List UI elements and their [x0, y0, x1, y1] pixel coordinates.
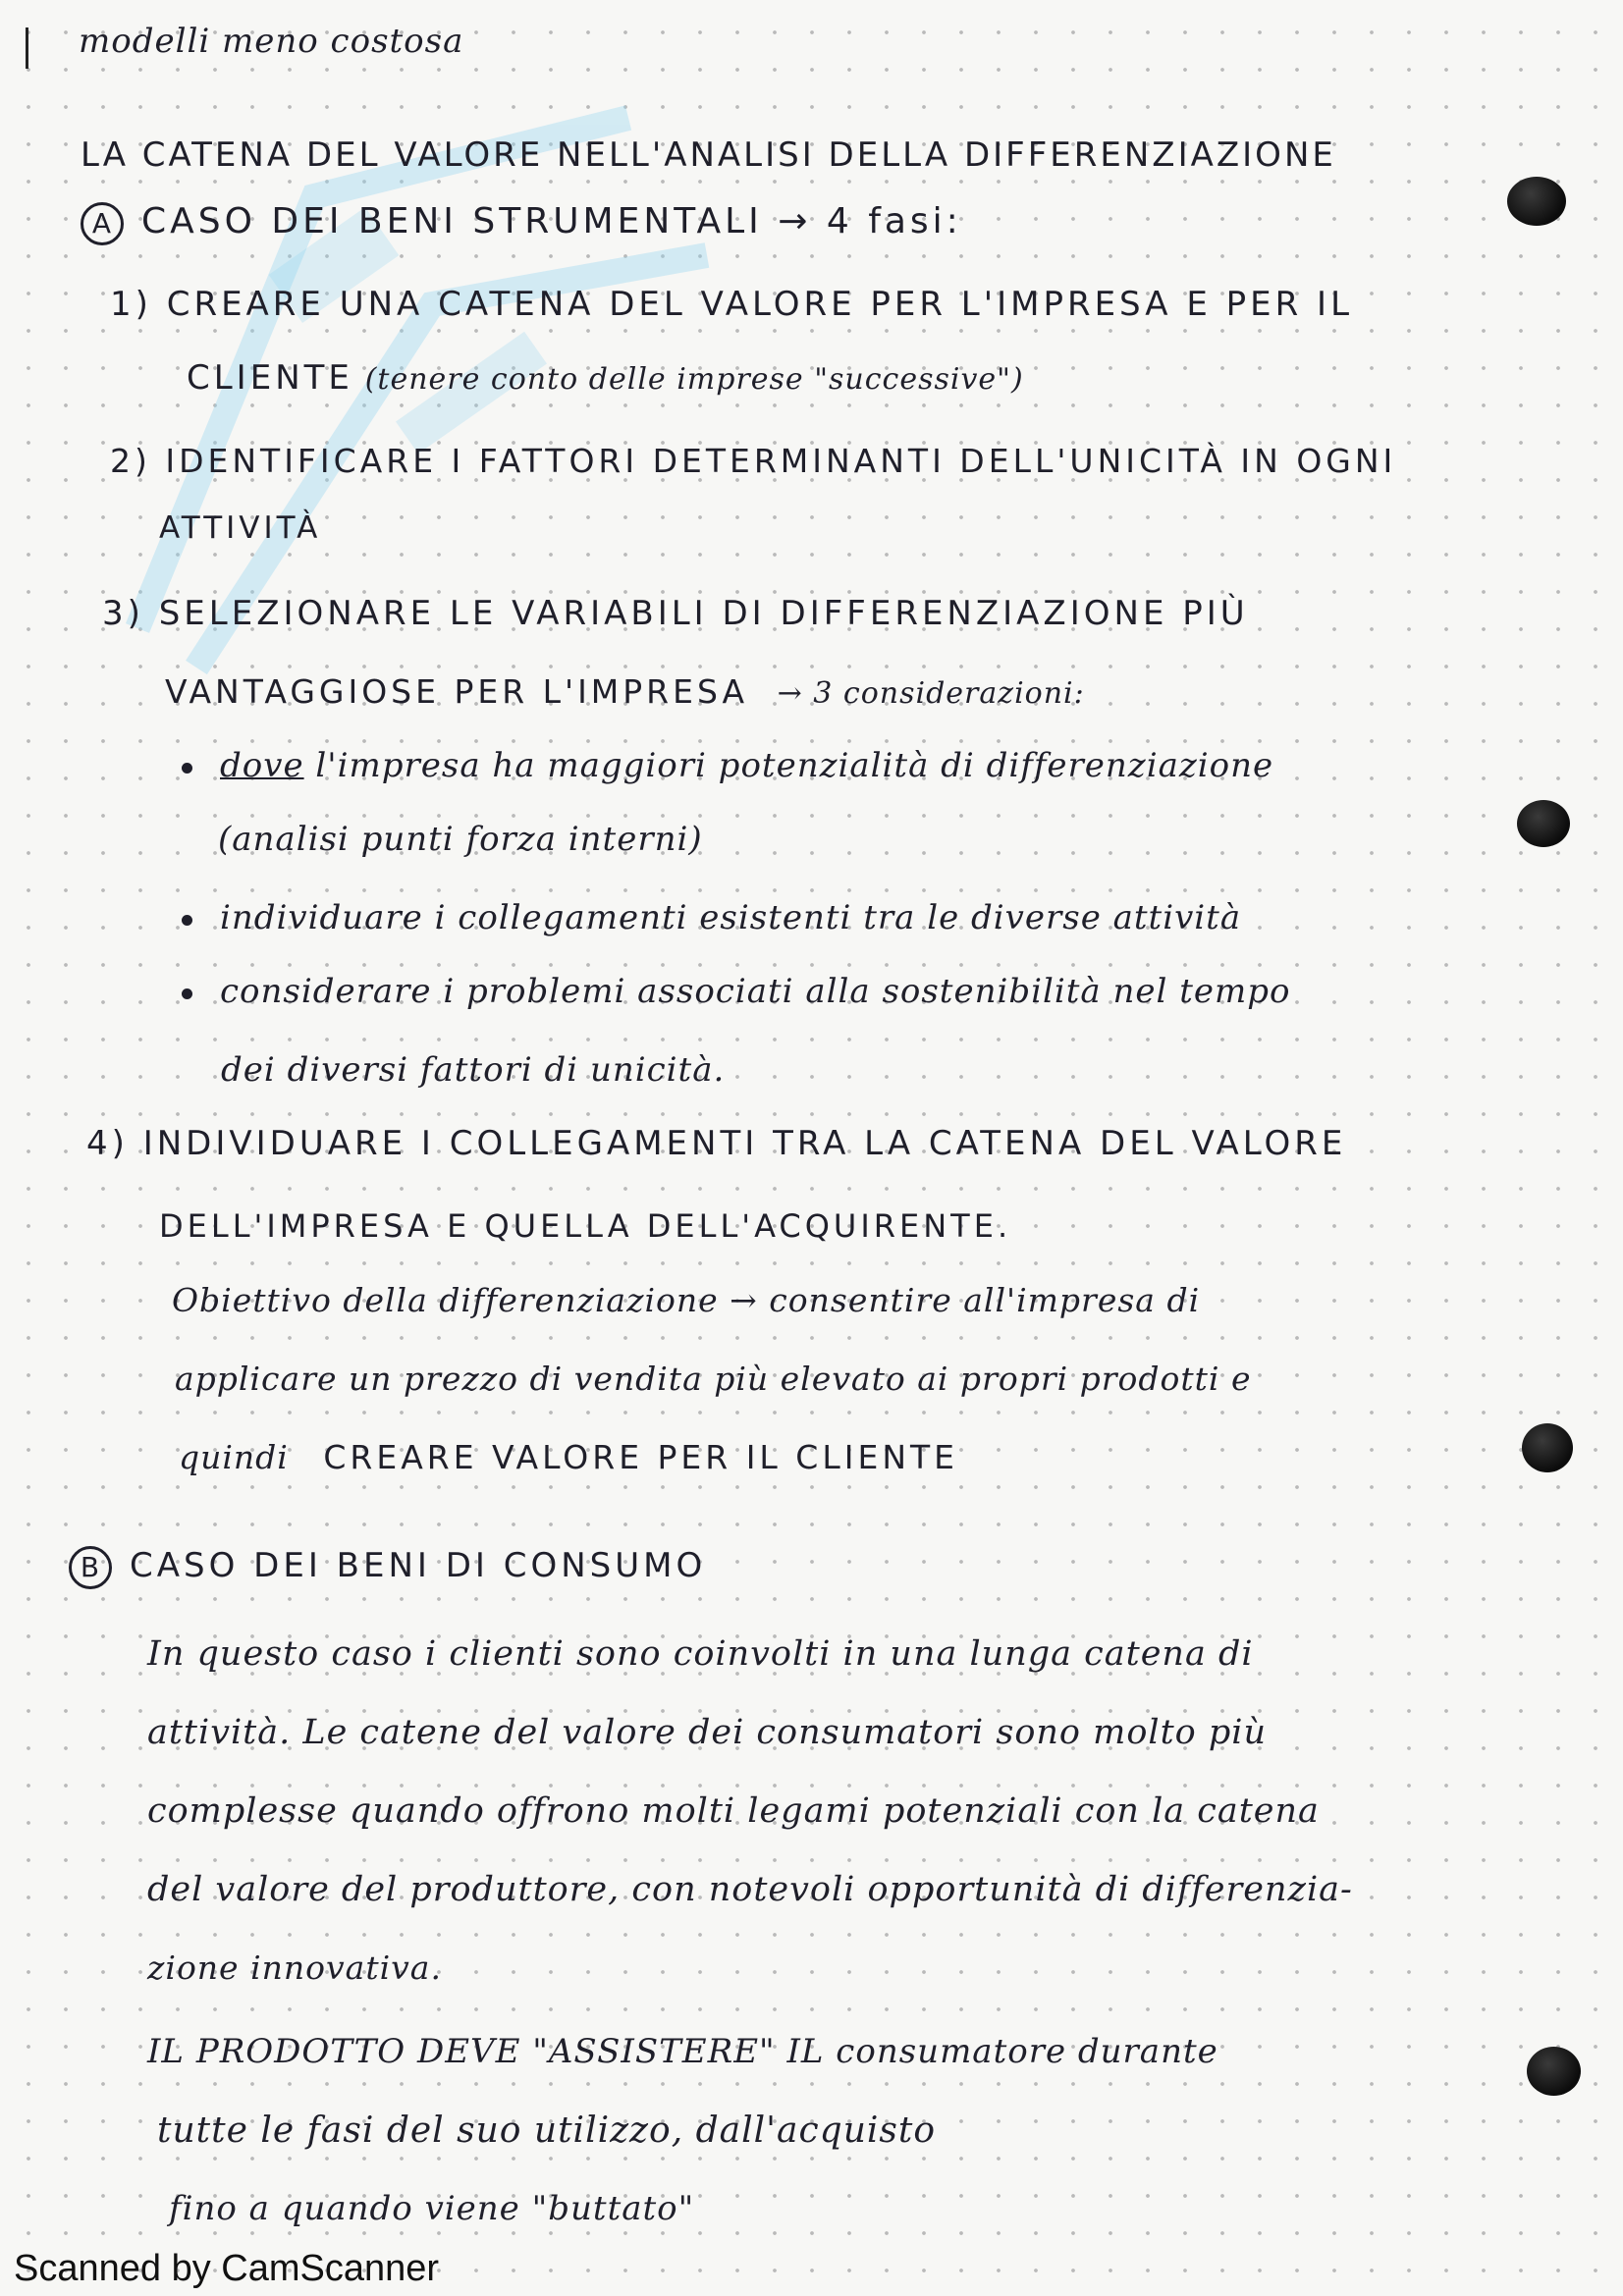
step-1-note: (tenere conto delle imprese "successive") [364, 362, 1024, 397]
bullet-item-1 [182, 746, 1273, 785]
bullet-item-2 [182, 898, 1241, 937]
paragraph-line-3: complesse quando offrono molti legami potenziali con la catena [147, 1791, 1320, 1831]
step-1: 1) CREARE UNA CATENA DEL VALORE PER L'IMPRESA E PER IL [110, 285, 1354, 324]
bullet-item-2-text: individuare i collegamenti esistenti tra le diverse attività [220, 898, 1242, 937]
punch-hole-icon [1522, 1423, 1573, 1472]
paragraph-line-7: tutte le fasi del suo utilizzo, dall'acquisto [157, 2110, 937, 2151]
bullet-item-3-continued: dei diversi fattori di unicità. [221, 1050, 726, 1090]
step-4: 4) INDIVIDUARE I COLLEGAMENTI TRA LA CATENA DEL VALORE [86, 1124, 1347, 1163]
scanner-footer: Scanned by CamScanner [14, 2248, 440, 2289]
circled-letter-a-icon: A [81, 202, 124, 245]
bullet-item-3 [182, 972, 1290, 1011]
bullet-icon [182, 763, 192, 774]
paragraph-line-6: IL PRODOTTO DEVE "ASSISTERE" IL consumatore durante [147, 2032, 1218, 2071]
margin-line [26, 27, 28, 69]
section-heading: LA CATENA DEL VALORE NELL'ANALISI DELLA DIFFERENZIAZIONE [81, 135, 1336, 175]
step-2-continued: ATTIVITÀ [159, 510, 322, 546]
bullet-item-1-text: l'impresa ha maggiori potenzialità di differenziazione [315, 746, 1274, 785]
bullet-icon [182, 915, 192, 926]
circled-letter-b-icon: B [69, 1546, 112, 1589]
text-line-1: modelli meno costosa [79, 22, 464, 61]
objective-line-3 [179, 1438, 958, 1476]
objective-line-2: applicare un prezzo di vendita più elevato ai propri prodotti e [175, 1360, 1252, 1398]
objective-line-1: Obiettivo della differenziazione → consentire all'impresa di [172, 1281, 1201, 1319]
case-b-title: CASO DEI BENI DI CONSUMO [130, 1546, 707, 1585]
paragraph-line-4: del valore del produttore, con notevoli opportunità di differenzia- [147, 1870, 1353, 1909]
paragraph-line-1: In questo caso i clienti sono coinvolti in una lunga catena di [147, 1634, 1254, 1674]
case-a-heading [81, 201, 962, 245]
bullet-item-1-continued: (analisi punti forza interni) [218, 820, 703, 859]
punch-hole-icon [1527, 2047, 1581, 2096]
step-3-word: VANTAGGIOSE PER L'IMPRESA [165, 672, 749, 711]
bullet-item-1-keyword: dove [220, 746, 304, 785]
bullet-icon [182, 988, 192, 999]
step-2: 2) IDENTIFICARE I FATTORI DETERMINANTI DELL'UNICITÀ IN OGNI [110, 442, 1397, 480]
paragraph-line-2: attività. Le catene del valore dei consumatori sono molto più [147, 1713, 1267, 1752]
step-3-continued [165, 672, 1085, 711]
punch-hole-icon [1507, 177, 1566, 226]
bullet-item-3-text: considerare i problemi associati alla sostenibilità nel tempo [220, 972, 1291, 1011]
paragraph-line-8: fino a quando viene "buttato" [169, 2189, 695, 2228]
punch-hole-icon [1517, 800, 1570, 847]
step-3: 3) SELEZIONARE LE VARIABILI DI DIFFERENZIAZIONE PIÙ [102, 594, 1249, 633]
step-4-continued: DELL'IMPRESA E QUELLA DELL'ACQUIRENTE. [159, 1207, 1012, 1245]
step-1-continued [187, 358, 1024, 398]
case-b-heading [69, 1546, 706, 1589]
step-1-word: CLIENTE [187, 358, 353, 398]
objective-line-3-word: quindi [179, 1438, 289, 1476]
step-3-note: → 3 considerazioni: [777, 676, 1085, 711]
case-a-title: CASO DEI BENI STRUMENTALI → 4 fasi: [141, 201, 962, 241]
paragraph-line-5: zione innovativa. [147, 1949, 442, 1987]
objective-emphasis: CREARE VALORE PER IL CLIENTE [323, 1438, 959, 1476]
